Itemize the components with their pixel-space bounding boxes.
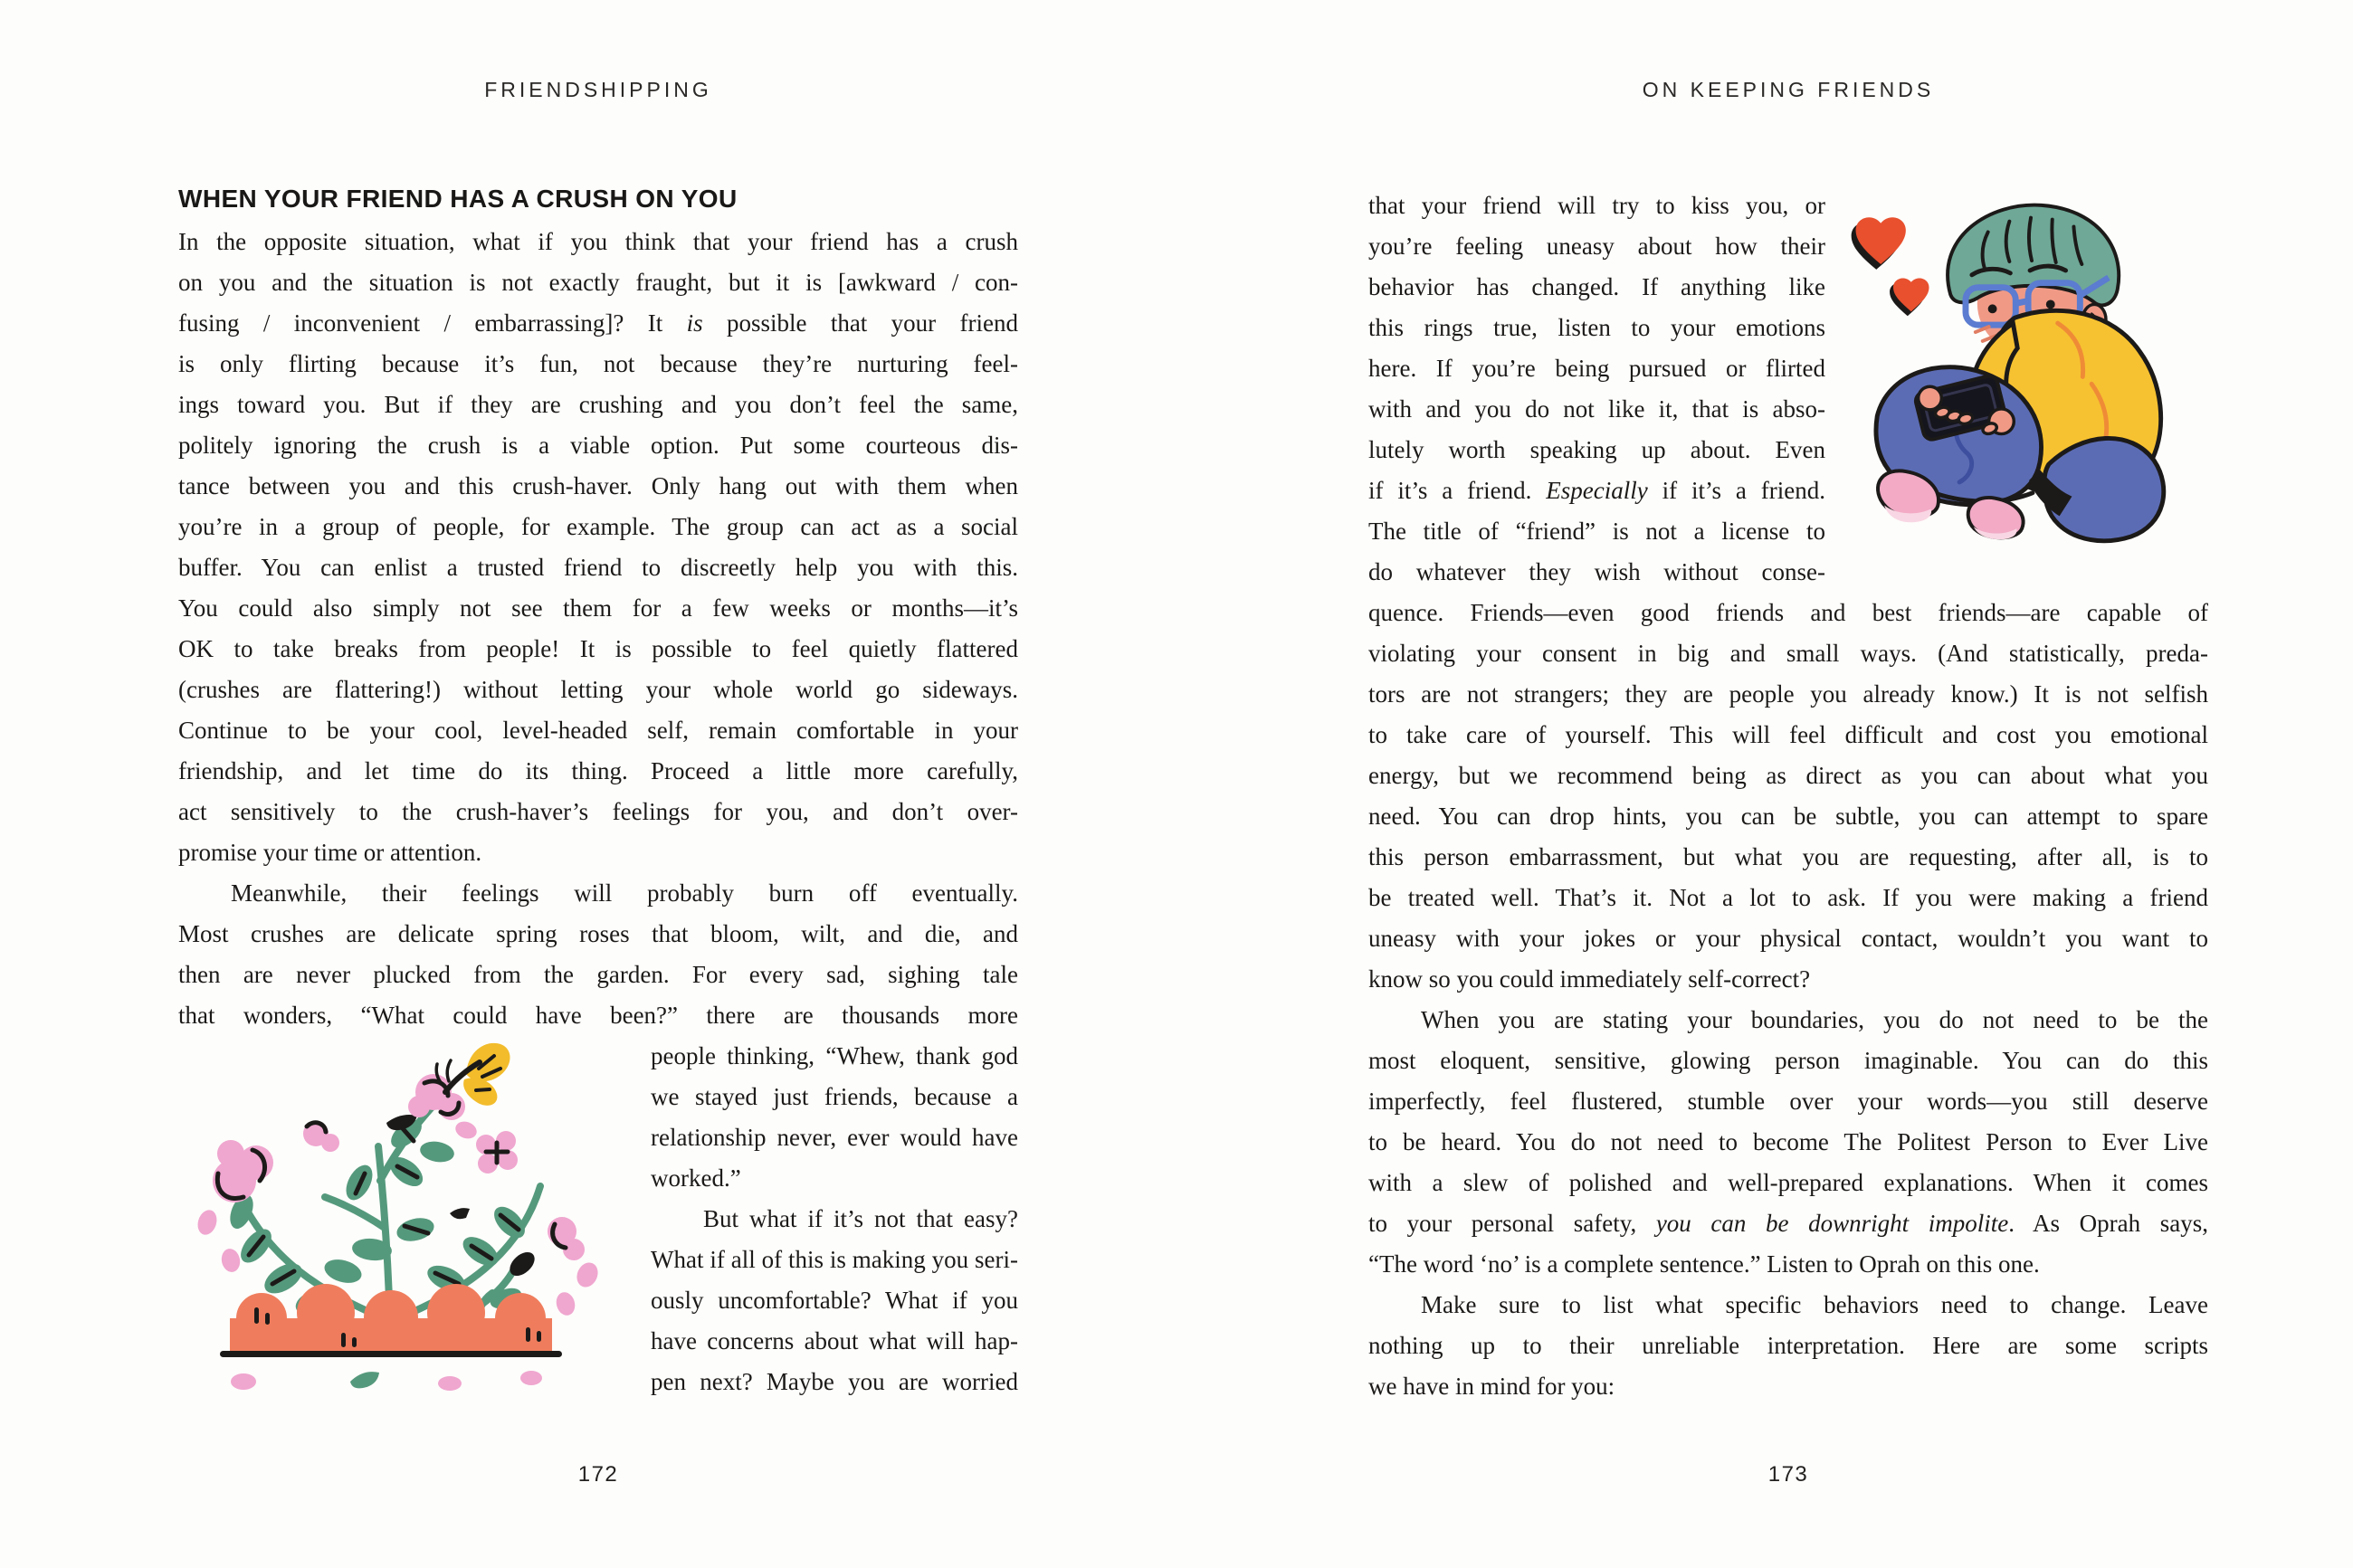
text-line: on you and the situation is not exactly fraught, but it is [awkward / con- [178, 269, 1018, 296]
body-text-left-full [178, 222, 1018, 1036]
text-line: You could also simply not see them for a few weeks or months—it’s [178, 594, 1018, 622]
text-line: OK to take breaks from people! It is possible to feel quietly flattered [178, 635, 1018, 662]
text-line: here. If you’re being pursued or flirted [1368, 355, 1825, 382]
text-line: Continue to be your cool, level-headed self, remain comfortable in your [178, 717, 1018, 744]
text-line: this person embarrassment, but what you are requesting, after all, is to [1368, 843, 2208, 870]
body-text-left-narrow [651, 1036, 1018, 1402]
text-line: behavior has changed. If anything like [1368, 273, 1825, 300]
text-line: tors are not strangers; they are people you already know.) It is not selfish [1368, 680, 2208, 708]
text-line: energy, but we recommend being as direct as you can about what you [1368, 762, 2208, 789]
text-line: Meanwhile, their feelings will probably burn off eventually. [231, 879, 1018, 907]
person-texting-svg [1825, 185, 2174, 552]
body-text-right-full [1368, 593, 2208, 1407]
wrap-row-left [178, 1036, 1018, 1402]
text-line: buffer. You can enlist a trusted friend to discreetly help you with this. [178, 554, 1018, 581]
text-line: uneasy with your jokes or your physical contact, wouldn’t you want to [1368, 925, 2208, 952]
text-line: pen next? Maybe you are worried [651, 1368, 1018, 1395]
page-number-right: 173 [1767, 1462, 1809, 1487]
text-line: you’re feeling uneasy about how their [1368, 233, 1825, 260]
text-line: to be heard. You do not need to become The Politest Person to Ever Live [1368, 1128, 2208, 1155]
text-line: nothing up to their unreliable interpretation. Here are some scripts [1368, 1332, 2208, 1359]
text-line: this rings true, listen to your emotions [1368, 314, 1825, 341]
text-line: we stayed just friends, because a [651, 1083, 1018, 1110]
running-head-left: FRIENDSHIPPING [484, 78, 712, 101]
text-line: politely ignoring the crush is a viable option. Put some courteous dis- [178, 432, 1018, 459]
text-line: friendship, and let time do its thing. Proceed a little more carefully, [178, 757, 1018, 784]
rose-bush-svg [178, 1036, 604, 1398]
text-line: do whatever they wish without conse- [1368, 558, 1825, 585]
text-line: to take care of yourself. This will feel difficult and cost you emotional [1368, 721, 2208, 748]
text-line: need. You can drop hints, you can be subtle, you can attempt to spare [1368, 803, 2208, 830]
text-line: relationship never, ever would have [651, 1124, 1018, 1151]
text-line: we have in mind for you: [1368, 1373, 1615, 1400]
text-line: ings toward you. But if they are crushing and you don’t feel the same, [178, 391, 1018, 418]
text-line: In the opposite situation, what if you think that your friend has a crush [178, 228, 1018, 255]
left-page-content [178, 184, 1018, 1402]
page-left [0, 0, 1176, 1568]
text-line: What if all of this is making you seri- [651, 1246, 1018, 1273]
text-line: Make sure to list what specific behaviors need to change. Leave [1421, 1291, 2208, 1318]
text-line: to your personal safety, you can be downright impolite. As Oprah says, [1368, 1210, 2208, 1237]
fallen-green-petals [350, 1372, 379, 1388]
text-line: have concerns about what will hap- [651, 1327, 1018, 1354]
text-line: most eloquent, sensitive, glowing person imaginable. You can do this [1368, 1047, 2208, 1074]
text-line: you’re in a group of people, for example. The group can act as a social [178, 513, 1018, 540]
page-right [1176, 0, 2353, 1568]
text-line: fusing / inconvenient / embarrassing]? It is possible that your friend [178, 309, 1018, 337]
text-line: When you are stating your boundaries, you do not need to be the [1421, 1006, 2208, 1033]
planter [220, 1284, 562, 1357]
running-head-right: ON KEEPING FRIENDS [1642, 78, 1935, 101]
text-line: then are never plucked from the garden. For every sad, sighing tale [178, 961, 1018, 988]
text-line: (crushes are flattering!) without letting your whole world go sideways. [178, 676, 1018, 703]
text-line: act sensitively to the crush-haver’s feelings for you, and don’t over- [178, 798, 1018, 825]
text-line: But what if it’s not that easy? [703, 1205, 1018, 1232]
text-line: that your friend will try to kiss you, or [1368, 192, 1825, 219]
text-line: people thinking, “Whew, thank god [651, 1042, 1018, 1069]
text-line: with and you do not like it, that is abso- [1368, 395, 1825, 423]
text-line: know so you could immediately self-correct? [1368, 965, 1811, 993]
flower-illustration [178, 1036, 604, 1398]
text-line: quence. Friends—even good friends and best friends—are capable of [1368, 599, 2208, 626]
text-line: be treated well. That’s it. Not a lot to ask. If you were making a friend [1368, 884, 2208, 911]
text-line: with a slew of polished and well-prepared explanations. When it comes [1368, 1169, 2208, 1196]
text-line: violating your consent in big and small ways. (And statistically, preda- [1368, 640, 2208, 667]
text-line: if it’s a friend. Especially if it’s a friend. [1368, 477, 1825, 504]
text-line: The title of “friend” is not a license to [1368, 518, 1825, 545]
section-title: WHEN YOUR FRIEND HAS A CRUSH ON YOU [178, 185, 738, 213]
page-number-left: 172 [577, 1462, 619, 1487]
text-line: promise your time or attention. [178, 839, 482, 866]
hearts-icon [1852, 217, 1929, 316]
wrap-row-right [1368, 185, 2208, 593]
text-line: tance between you and this crush-haver. Only hang out with them when [178, 472, 1018, 499]
right-page-content [1368, 185, 2208, 1407]
text-line: ously uncomfortable? What if you [651, 1287, 1018, 1314]
person-illustration [1825, 185, 2174, 552]
text-line: “The word ‘no’ is a complete sentence.” Listen to Oprah on this one. [1368, 1250, 2040, 1278]
text-line: Most crushes are delicate spring roses that bloom, wilt, and die, and [178, 920, 1018, 947]
body-text-right-narrow [1368, 185, 1825, 593]
text-line: that wonders, “What could have been?” there are thousands more [178, 1002, 1018, 1029]
text-line: imperfectly, feel flustered, stumble over your words—you still deserve [1368, 1088, 2208, 1115]
text-line: is only flirting because it’s fun, not because they’re nurturing feel- [178, 350, 1018, 377]
text-line: worked.” [651, 1164, 741, 1192]
text-line: lutely worth speaking up about. Even [1368, 436, 1825, 463]
